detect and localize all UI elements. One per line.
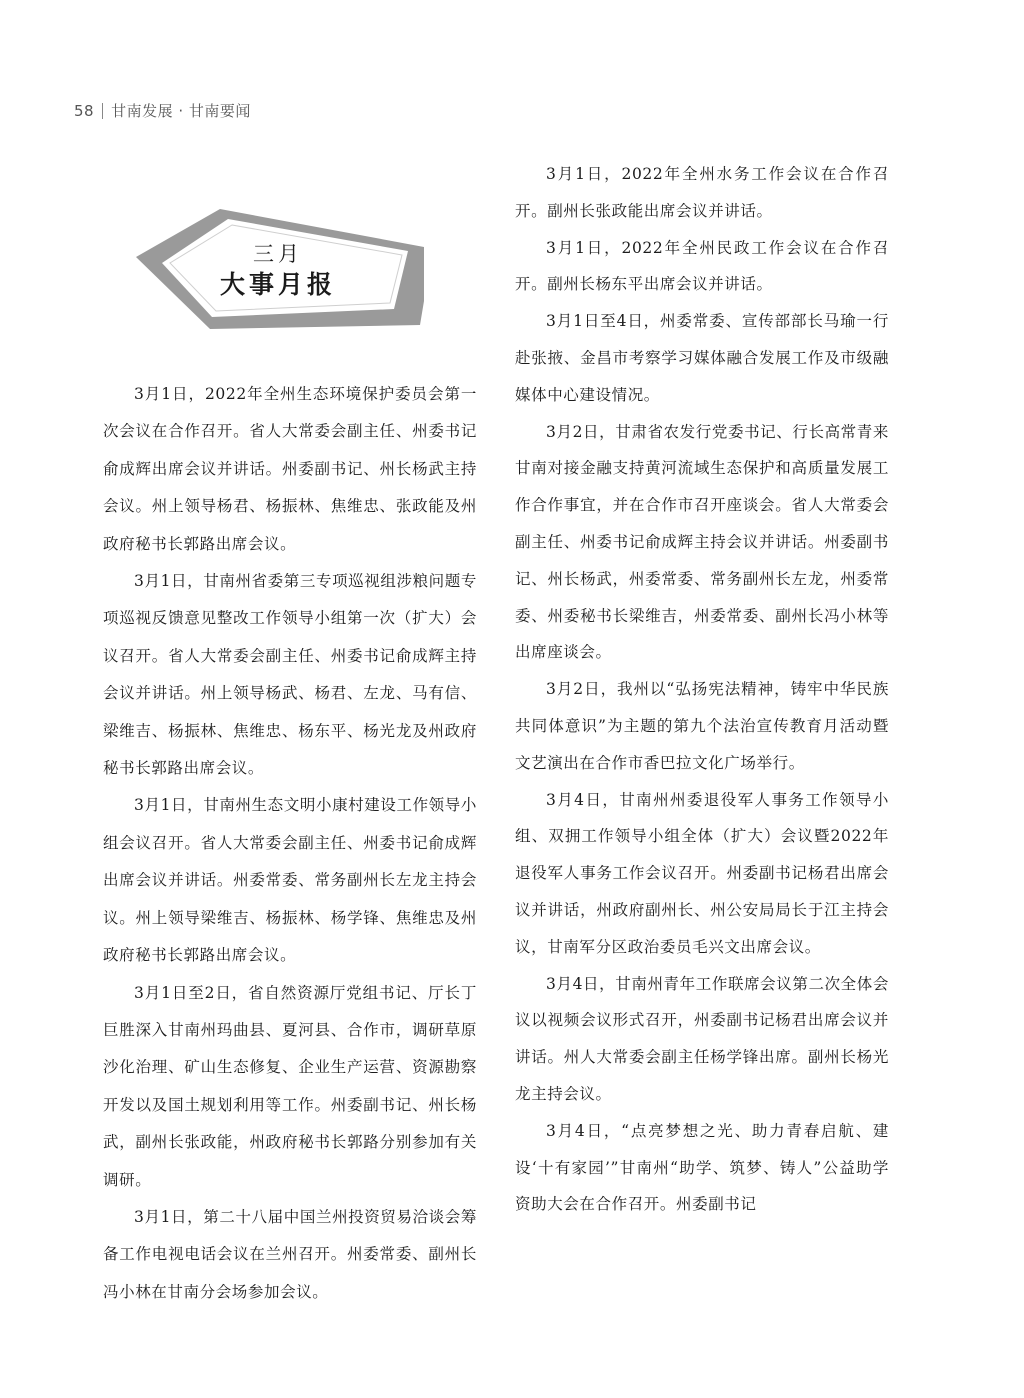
news-item: 3月1日，第二十八届中国兰州投资贸易洽谈会筹备工作电视电话会议在兰州召开。州委常委、副州长冯小林在甘南分会场参加会议。 [103, 1207, 477, 1301]
left-column [103, 376, 477, 1311]
page-number: 58 [74, 101, 95, 120]
right-column [515, 156, 889, 1223]
news-item: 3月1日，2022年全州水务工作会议在合作召开。副州长张政能出席会议并讲话。 [515, 165, 889, 220]
news-item: 3月2日，甘肃省农发行党委书记、行长高常青来甘南对接金融支持黄河流域生态保护和高质量发展工作合作事宜，并在合作市召开座谈会。省人大常委会副主任、州委书记俞成辉主持会议并讲话。州委副书记、州长杨武，州委常委、常务副州长左龙，州委常委、州委秘书长梁维吉，州委常委、副州长冯小林等出席座谈会。 [515, 422, 889, 662]
emblem-month: 三月 [253, 242, 303, 266]
monthly-events-emblem [132, 205, 444, 337]
running-head [74, 100, 251, 121]
news-item: 3月4日，“点亮梦想之光、助力青春启航、建设‘十有家园’”甘南州“助学、筑梦、铸人”公益助学资助大会在合作召开。州委副书记 [515, 1121, 889, 1214]
section-title: 甘南发展 · 甘南要闻 [111, 102, 251, 120]
news-item: 3月1日至2日，省自然资源厅党组书记、厅长丁巨胜深入甘南州玛曲县、夏河县、合作市，调研草原沙化治理、矿山生态修复、企业生产运营、资源勘察开发以及国土规划利用等工作。州委副书记、州长杨武，副州长张政能，州政府秘书长郭路分别参加有关调研。 [103, 983, 477, 1189]
news-item: 3月1日，甘南州生态文明小康村建设工作领导小组会议召开。省人大常委会副主任、州委书记俞成辉出席会议并讲话。州委常委、常务副州长左龙主持会议。州上领导梁维吉、杨振林、杨学锋、焦维忠及州政府秘书长郭路出席会议。 [103, 796, 477, 965]
emblem-title: 大事月报 [219, 270, 336, 299]
news-item: 3月1日，2022年全州民政工作会议在合作召开。副州长杨东平出席会议并讲话。 [515, 238, 889, 294]
news-item: 3月1日至4日，州委常委、宣传部部长马瑜一行赴张掖、金昌市考察学习媒体融合发展工作及市级融媒体中心建设情况。 [515, 312, 889, 404]
news-item: 3月4日，甘南州青年工作联席会议第二次全体会议以视频会议形式召开，州委副书记杨君出席会议并讲话。州人大常委会副主任杨学锋出席。副州长杨光龙主持会议。 [515, 974, 889, 1103]
news-item: 3月1日，2022年全州生态环境保护委员会第一次会议在合作召开。省人大常委会副主任、州委书记俞成辉出席会议并讲话。州委副书记、州长杨武主持会议。州上领导杨君、杨振林、焦维忠、张政能及州政府秘书长郭路出席会议。 [103, 385, 477, 553]
news-item: 3月1日，甘南州省委第三专项巡视组涉粮问题专项巡视反馈意见整改工作领导小组第一次（扩大）会议召开。省人大常委会副主任、州委书记俞成辉主持会议并讲话。州上领导杨武、杨君、左龙、马有信、梁维吉、杨振林、焦维忠、杨东平、杨光龙及州政府秘书长郭路出席会议。 [103, 572, 477, 778]
news-item: 3月2日，我州以“弘扬宪法精神，铸牢中华民族共同体意识”为主题的第九个法治宣传教育月活动暨文艺演出在合作市香巴拉文化广场举行。 [515, 680, 889, 772]
news-item: 3月4日，甘南州州委退役军人事务工作领导小组、双拥工作领导小组全体（扩大）会议暨2022年退役军人事务工作会议召开。州委副书记杨君出席会议并讲话，州政府副州长、州公安局局长于江主持会议，甘南军分区政治委员毛兴文出席会议。 [515, 790, 889, 956]
header-divider [102, 103, 103, 119]
